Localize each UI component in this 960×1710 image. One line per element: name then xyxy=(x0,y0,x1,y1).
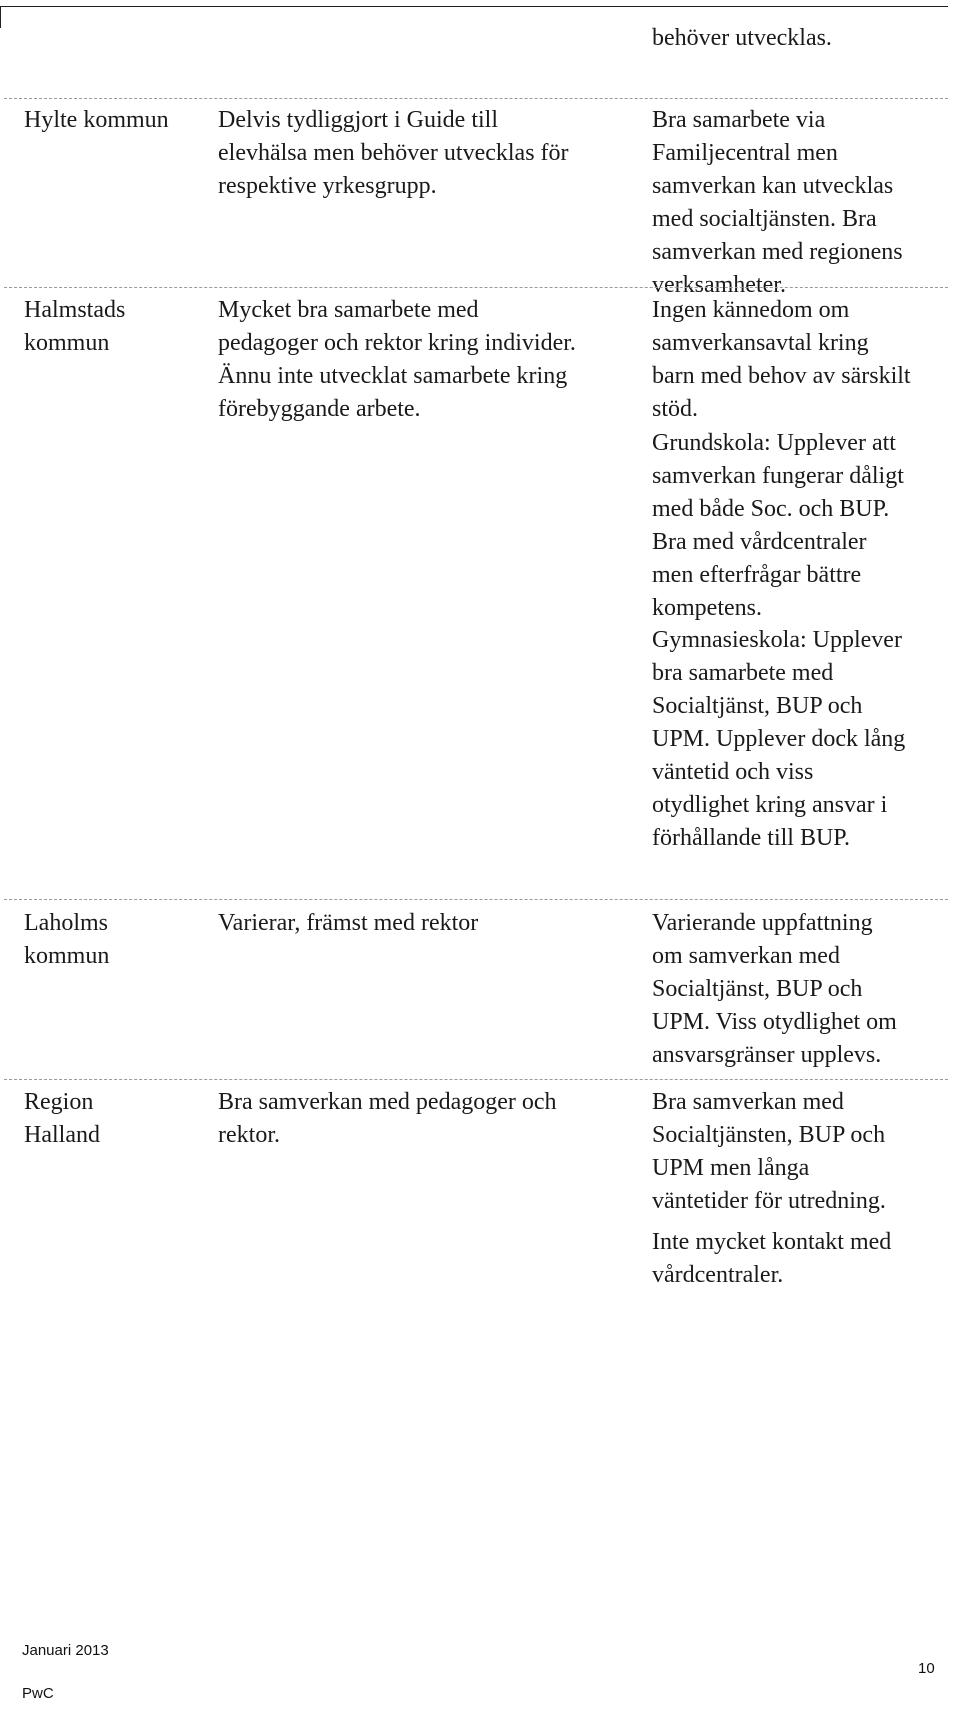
collaboration-external-text: Varierande uppfattning om samverkan med Socialtjänst, BUP och UPM. Viss otydlighet om ansvarsgränser upplevs. xyxy=(652,910,897,1068)
row-divider xyxy=(4,287,948,288)
collaboration-school-text: Bra samverkan med pedagoger och rektor. xyxy=(218,1089,557,1148)
collaboration-external-text: Inte mycket kontakt med vårdcentraler. xyxy=(652,1229,892,1288)
municipality-name: Laholms kommun xyxy=(24,910,110,969)
page-number: 10 xyxy=(918,1660,935,1677)
page-frame-top xyxy=(0,6,948,7)
row-divider xyxy=(4,899,948,900)
footer-date: Januari 2013 xyxy=(22,1642,109,1659)
municipality-name: Region Halland xyxy=(24,1089,100,1148)
collaboration-external-text: Bra samarbete via Familjecentral men samverkan kan utvecklas med socialtjänsten. Bra samverkan med regionens verksamheter. xyxy=(652,107,903,298)
collaboration-external-text: Bra samverkan med Socialtjänsten, BUP och UPM men långa väntetider för utredning. xyxy=(652,1089,886,1214)
municipality-name: Hylte kommun xyxy=(24,107,169,133)
row-divider xyxy=(4,98,948,99)
collaboration-external-text: Grundskola: Upplever att samverkan fungerar dåligt med både Soc. och BUP. Bra med vårdcentraler men efterfrågar bättre kompetens. xyxy=(652,430,904,621)
collaboration-external-text: Gymnasieskola: Upplever bra samarbete med Socialtjänst, BUP och UPM. Upplever dock lång väntetid och viss otydlighet kring ansvar i förhållande till BUP. xyxy=(652,627,906,851)
footer-company: PwC xyxy=(22,1685,54,1702)
page-frame-left xyxy=(0,6,1,28)
collaboration-school-text: Mycket bra samarbete med pedagoger och rektor kring individer. Ännu inte utvecklat samarbete kring förebyggande arbete. xyxy=(218,297,576,422)
municipality-name: Halmstads kommun xyxy=(24,297,126,356)
collaboration-school-text: Delvis tydliggjort i Guide till elevhälsa men behöver utvecklas för respektive yrkesgrupp. xyxy=(218,107,569,199)
collaboration-external-text: Ingen kännedom om samverkansavtal kring barn med behov av särskilt stöd. xyxy=(652,297,911,422)
collaboration-school-text: Varierar, främst med rektor xyxy=(218,910,479,936)
row-divider xyxy=(4,1079,948,1080)
continued-text: behöver utvecklas. xyxy=(652,25,832,51)
